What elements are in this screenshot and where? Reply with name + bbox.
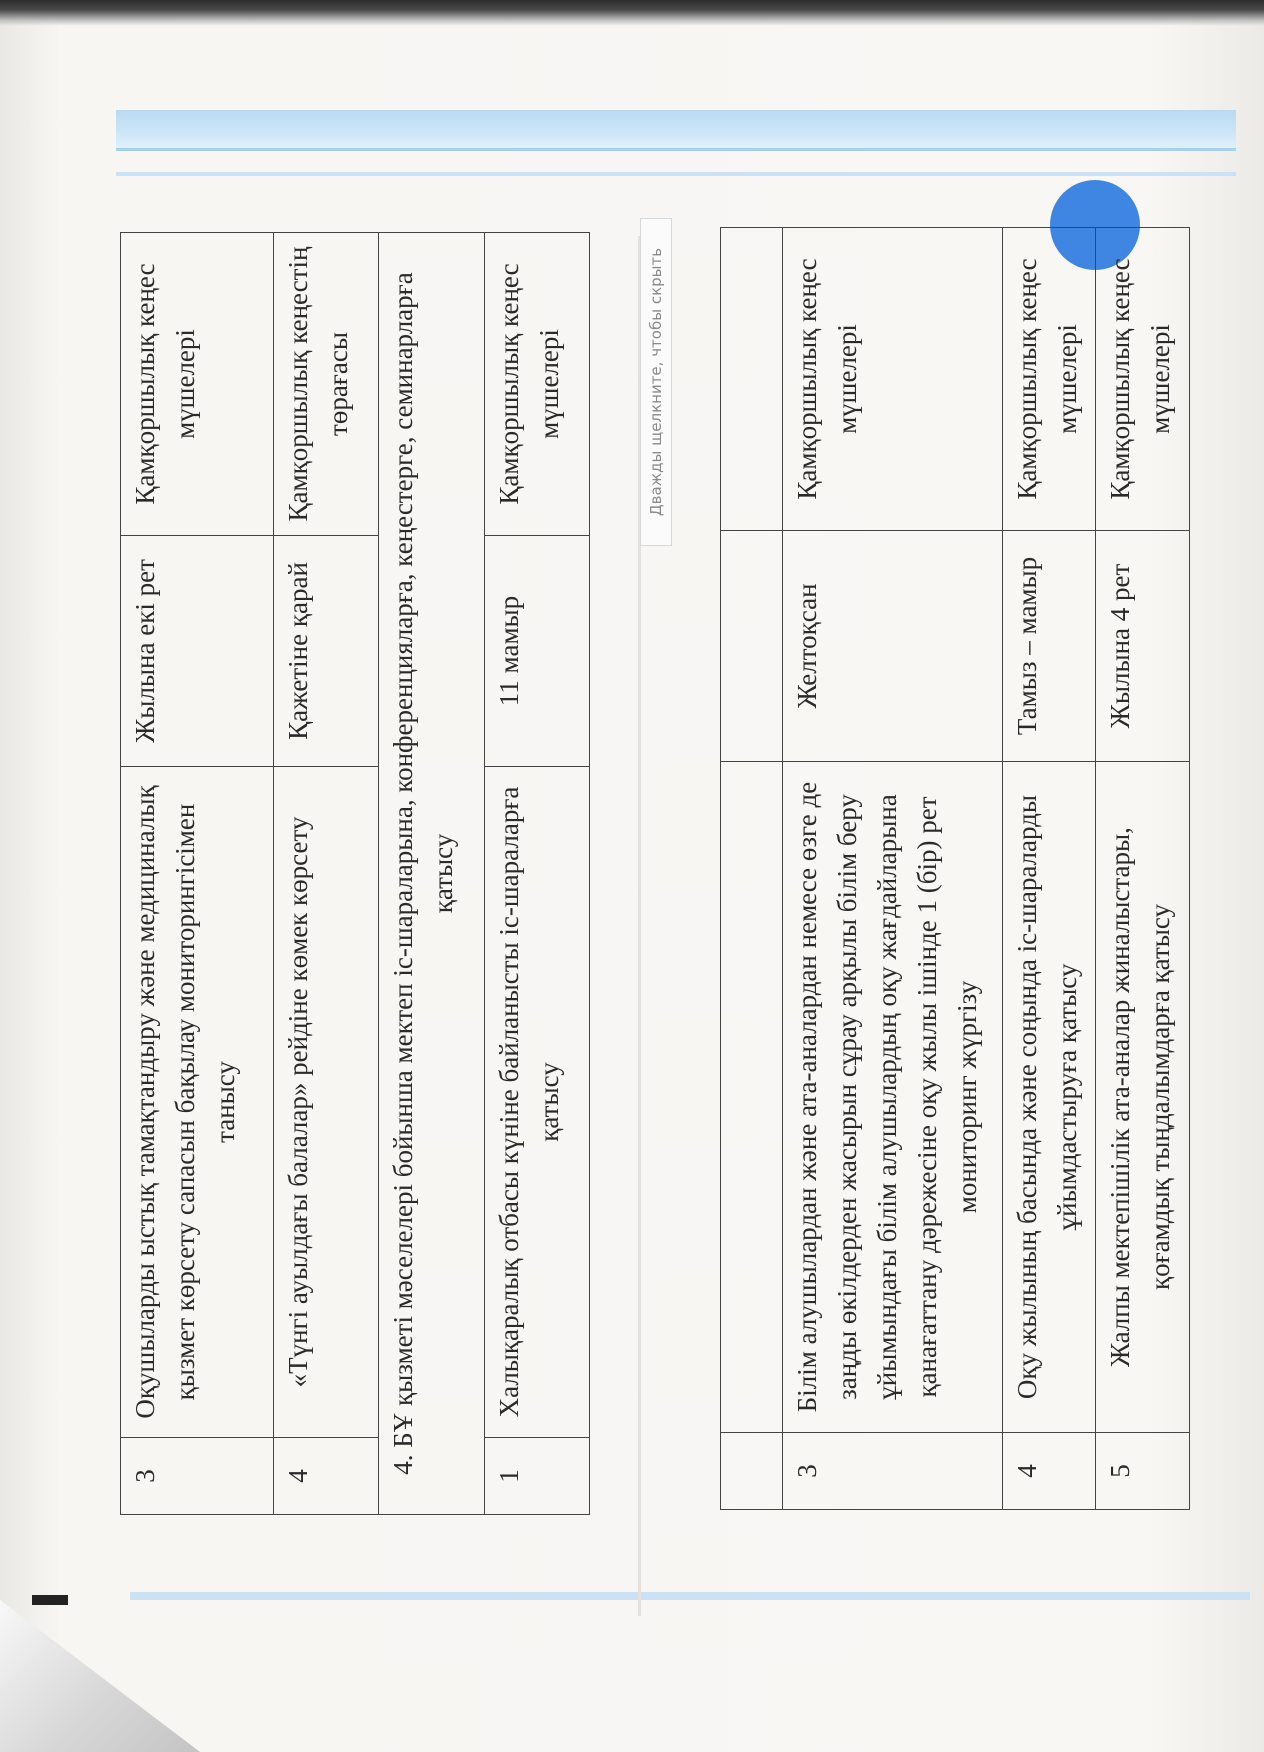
table-row bbox=[1002, 228, 1096, 1510]
empty-cell bbox=[721, 1433, 783, 1510]
section-row bbox=[379, 233, 484, 1515]
scan-top-edge bbox=[0, 0, 1264, 26]
table-row bbox=[484, 233, 589, 1515]
deadline-cell: Жылына екі рет bbox=[121, 536, 274, 767]
responsible-cell: Қамқоршылық кеңес мүшелері bbox=[1096, 228, 1190, 531]
responsible-cell: Қамқоршылық кеңес мүшелері bbox=[1002, 228, 1096, 531]
deadline-cell: Жылына 4 рет bbox=[1096, 531, 1190, 762]
table-lower bbox=[720, 258, 1190, 1510]
row-number: 4 bbox=[273, 1438, 378, 1515]
row-number: 3 bbox=[783, 1433, 1003, 1510]
empty-cell bbox=[721, 228, 783, 531]
activity-cell: Оқушыларды ыстық тамақтандыру және медициналық қызмет көрсету сапасын бақылау мониторингісімен танысу bbox=[121, 767, 274, 1438]
deadline-cell: Тамыз – мамыр bbox=[1002, 531, 1096, 762]
table-header-row bbox=[721, 228, 783, 1510]
activity-cell: Білім алушылардан және ата-аналардан немесе өзге де заңды өкілдерден жасырын сұрау арқылы білім беру ұйымындағы білім алушылардың оқу жағдайларына қанағаттану дәрежесіне оқу жылы ішінде 1 (бір) рет мониторинг жүргізу bbox=[783, 762, 1003, 1433]
empty-cell bbox=[721, 531, 783, 762]
table-row bbox=[1096, 228, 1190, 1510]
hide-hint-tooltip[interactable]: Дважды щелкните, чтобы скрыть bbox=[640, 218, 672, 546]
activity-cell: Оқу жылының басында және соңында іс-шараларды ұйымдастыруға қатысу bbox=[1002, 762, 1096, 1433]
activity-cell: «Түнгі ауылдағы балалар» рейдіне көмек көрсету bbox=[273, 767, 378, 1438]
responsible-cell: Қамқоршылық кеңес мүшелері bbox=[121, 233, 274, 536]
table-row bbox=[273, 233, 378, 1515]
binding-mark bbox=[32, 1595, 68, 1605]
header-band-line bbox=[116, 172, 1236, 176]
footer-band bbox=[130, 1592, 1250, 1600]
responsible-cell: Қамқоршылық кеңестің төрағасы bbox=[273, 233, 378, 536]
deadline-cell: Қажетіне қарай bbox=[273, 536, 378, 767]
row-number: 4 bbox=[1002, 1433, 1096, 1510]
row-number: 1 bbox=[484, 1438, 589, 1515]
section-heading: 4. БҰ қызметі мәселелері бойынша мектеп іс-шараларына, конференцияларға, кеңестерге, семинарларға қатысу bbox=[379, 233, 484, 1515]
table-upper bbox=[120, 246, 590, 1515]
table-row bbox=[121, 233, 274, 1515]
activity-cell: Жалпы мектепішілік ата-аналар жиналыстары, қоғамдық тыңдалымдарға қатысу bbox=[1096, 762, 1190, 1433]
empty-cell bbox=[721, 762, 783, 1433]
deadline-cell: 11 мамыр bbox=[484, 536, 589, 767]
responsible-cell: Қамқоршылық кеңес мүшелері bbox=[484, 233, 589, 536]
row-number: 3 bbox=[121, 1438, 274, 1515]
row-number: 5 bbox=[1096, 1433, 1190, 1510]
activity-cell: Халықаралық отбасы күніне байланысты іс-шараларға қатысу bbox=[484, 767, 589, 1438]
responsible-cell: Қамқоршылық кеңес мүшелері bbox=[783, 228, 1003, 531]
table-row bbox=[783, 228, 1003, 1510]
header-band bbox=[116, 110, 1236, 151]
deadline-cell: Желтоқсан bbox=[783, 531, 1003, 762]
